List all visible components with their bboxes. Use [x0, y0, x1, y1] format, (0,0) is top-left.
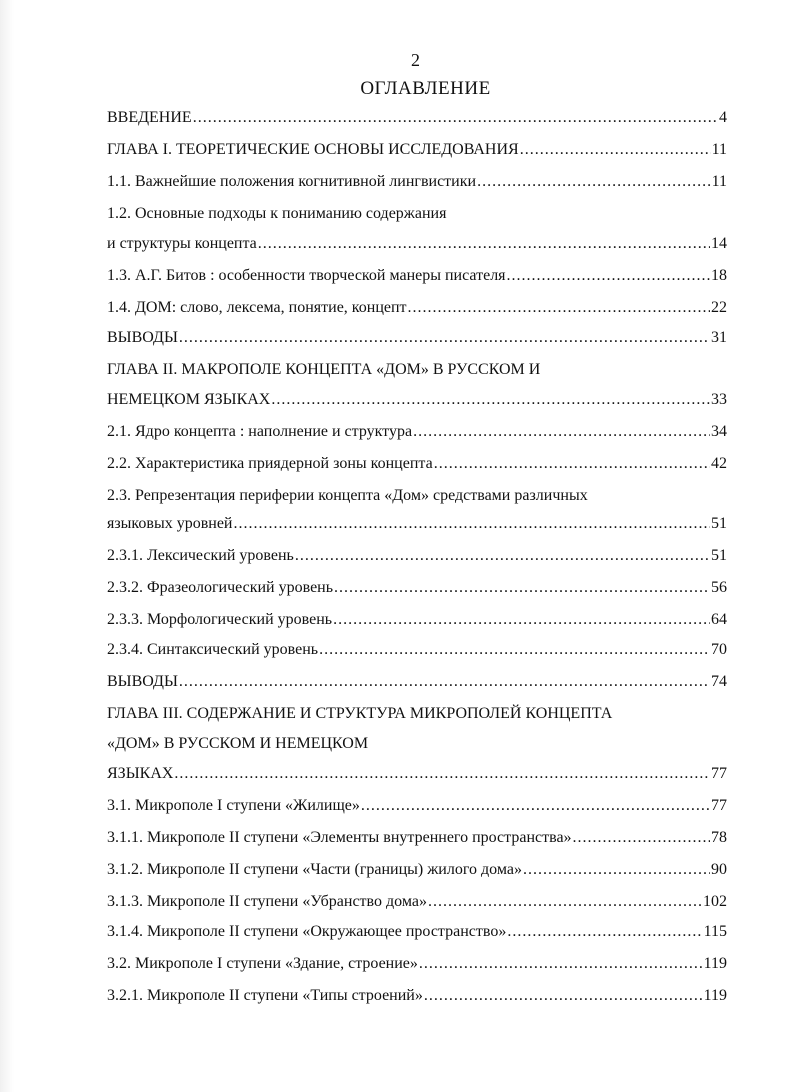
toc-entry-chapter-2-line1: ГЛАВА II. МАКРОПОЛЕ КОНЦЕПТА «ДОМ» В РУССКОМ И	[107, 361, 541, 378]
toc-title: ОГЛАВЛЕНИЕ	[360, 78, 491, 99]
toc-entry-1-2-line2: и структуры концепта ..... 14	[107, 234, 727, 254]
toc-entry-chapter-3-line2: «ДОМ» В РУССКОМ И НЕМЕЦКОМ	[107, 735, 369, 752]
toc-entry-2-3-3: 2.3.3. Морфологический уровень ..... 64	[107, 610, 727, 630]
toc-entry-2-3-line1: 2.3. Репрезентация периферии концепта «Дом» средствами различных	[107, 487, 588, 504]
toc-entry-3-1-4: 3.1.4. Микрополе II ступени «Окружающее пространство» ..... 115	[107, 922, 727, 942]
page-number: 2	[411, 50, 420, 70]
toc-entry-1-3: 1.3. А.Г. Битов : особенности творческой манеры писателя ..... 18	[107, 266, 727, 286]
toc-entry-chapter-2-line2: НЕМЕЦКОМ ЯЗЫКАХ ..... 33	[107, 390, 727, 410]
toc-entry-3-1-3: 3.1.3. Микрополе II ступени «Убранство дома» ..... 102	[107, 892, 727, 912]
toc-entry-conclusions-1: ВЫВОДЫ ..... 31	[107, 328, 727, 348]
toc-entry-3-1: 3.1. Микрополе I ступени «Жилище» ..... 77	[107, 796, 727, 816]
toc-entry-3-1-2: 3.1.2. Микрополе II ступени «Части (границы) жилого дома» ..... 90	[107, 860, 727, 880]
toc-entry-2-2: 2.2. Характеристика приядерной зоны концепта ..... 42	[107, 454, 727, 474]
toc-entry-1-4: 1.4. ДОМ: слово, лексема, понятие, концепт ..... 22	[107, 298, 727, 318]
toc-entry-2-3-line2: языковых уровней ..... 51	[107, 514, 727, 534]
toc-entry-2-1: 2.1. Ядро концепта : наполнение и структура ..... 34	[107, 422, 727, 442]
scan-edge-shadow	[0, 0, 14, 1092]
toc-entry-conclusions-2: ВЫВОДЫ ..... 74	[107, 672, 727, 692]
toc-entry-chapter-3-line3: ЯЗЫКАХ ..... 77	[107, 764, 727, 784]
toc-entry-2-3-1: 2.3.1. Лексический уровень ..... 51	[107, 546, 727, 566]
toc-entry-3-2-1: 3.2.1. Микрополе II ступени «Типы строений» ..... 119	[107, 986, 727, 1006]
toc-entry-2-3-2: 2.3.2. Фразеологический уровень ..... 56	[107, 578, 727, 598]
toc-entry-3-1-1: 3.1.1. Микрополе II ступени «Элементы внутреннего пространства» ..... 78	[107, 828, 727, 848]
toc-entry-3-2: 3.2. Микрополе I ступени «Здание, строение» ..... 119	[107, 954, 727, 974]
toc-entry-1-2-line1: 1.2. Основные подходы к пониманию содержания	[107, 205, 447, 222]
toc-entry-2-3-4: 2.3.4. Синтаксический уровень ..... 70	[107, 640, 727, 660]
toc-entry-chapter-3-line1: ГЛАВА III. СОДЕРЖАНИЕ И СТРУКТУРА МИКРОПОЛЕЙ КОНЦЕПТА	[107, 705, 613, 722]
toc-entry-1-1: 1.1. Важнейшие положения когнитивной лингвистики ..... 11	[107, 172, 727, 192]
toc-entry-chapter-1: ГЛАВА I. ТЕОРЕТИЧЕСКИЕ ОСНОВЫ ИССЛЕДОВАНИЯ ..... 11	[107, 140, 727, 160]
toc-entry-introduction: ВВЕДЕНИЕ ..... 4	[107, 108, 727, 128]
